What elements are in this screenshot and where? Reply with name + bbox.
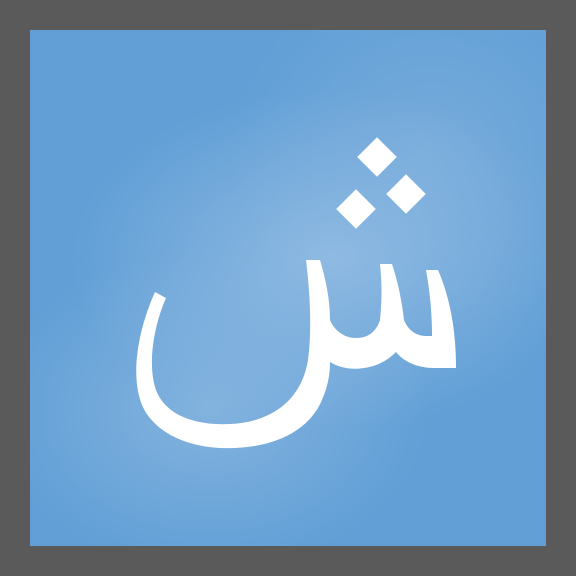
arabic-letter-sheen-glyph	[30, 30, 546, 546]
letter-tile[interactable]	[30, 30, 546, 546]
dot-right	[386, 174, 426, 214]
letter-body	[136, 260, 456, 448]
dot-left	[336, 189, 376, 229]
dot-top	[357, 137, 397, 177]
